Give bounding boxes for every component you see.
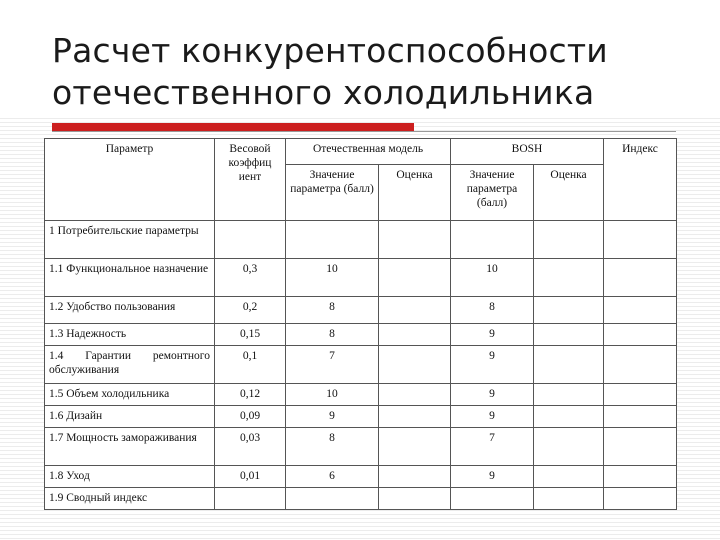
domestic-value-cell: 7 [286,346,379,384]
bosh-value-cell: 9 [451,384,534,406]
bosh-score-cell [534,221,604,259]
bosh-value-cell: 10 [451,259,534,297]
index-cell [604,488,677,510]
param-name: 1.3 Надежность [45,324,215,346]
bosh-score-cell [534,384,604,406]
param-name: 1.8 Уход [45,466,215,488]
domestic-value-cell: 8 [286,297,379,324]
domestic-value-cell [286,488,379,510]
header-bosh-score: Оценка [534,165,604,221]
page-title [52,30,692,114]
competitiveness-table [44,138,677,510]
index-cell [604,324,677,346]
bosh-score-cell [534,488,604,510]
index-cell [604,221,677,259]
bosh-score-cell [534,428,604,466]
bosh-value-cell [451,488,534,510]
param-name: 1.6 Дизайн [45,406,215,428]
param-name: 1 Потребительские параметры [45,221,215,259]
table-row [45,324,677,346]
bosh-score-cell [534,406,604,428]
table-row [45,428,677,466]
param-name: 1.4 Гарантии ремонтного обслуживания [45,346,215,384]
table-row [45,466,677,488]
param-name: 1.9 Сводный индекс [45,488,215,510]
weight-cell [215,221,286,259]
weight-cell: 0,03 [215,428,286,466]
header-domestic-value: Значение параметра (балл) [286,165,379,221]
bosh-score-cell [534,324,604,346]
weight-cell: 0,12 [215,384,286,406]
table-row [45,346,677,384]
header-domestic-score: Оценка [379,165,451,221]
param-name: 1.5 Объем холодильника [45,384,215,406]
param-name: 1.7 Мощность замораживания [45,428,215,466]
bosh-value-cell: 9 [451,324,534,346]
header-bosh-value: Значение параметра (балл) [451,165,534,221]
title-line-1: Расчет конкурентоспособности [52,31,608,70]
header-param: Параметр [45,139,215,221]
domestic-score-cell [379,488,451,510]
index-cell [604,406,677,428]
weight-cell [215,488,286,510]
bosh-value-cell: 9 [451,406,534,428]
table-row [45,221,677,259]
domestic-value-cell [286,221,379,259]
index-cell [604,384,677,406]
accent-bar [52,123,414,131]
bosh-value-cell [451,221,534,259]
weight-cell: 0,01 [215,466,286,488]
header-bosh: BOSH [451,139,604,165]
index-cell [604,466,677,488]
title-rule [52,131,676,132]
weight-cell: 0,1 [215,346,286,384]
domestic-value-cell: 6 [286,466,379,488]
index-cell [604,259,677,297]
weight-cell: 0,15 [215,324,286,346]
header-weight: Весовой коэффиц иент [215,139,286,221]
domestic-score-cell [379,384,451,406]
bosh-value-cell: 8 [451,297,534,324]
header-index: Индекс [604,139,677,221]
weight-cell: 0,3 [215,259,286,297]
domestic-value-cell: 8 [286,428,379,466]
bosh-score-cell [534,259,604,297]
index-cell [604,346,677,384]
domestic-score-cell [379,466,451,488]
domestic-score-cell [379,428,451,466]
table-row [45,406,677,428]
table-header-row [45,139,677,165]
table-row [45,297,677,324]
domestic-value-cell: 9 [286,406,379,428]
header-domestic-model: Отечественная модель [286,139,451,165]
bosh-value-cell: 9 [451,466,534,488]
bosh-value-cell: 9 [451,346,534,384]
table-row [45,488,677,510]
index-cell [604,297,677,324]
weight-cell: 0,09 [215,406,286,428]
bosh-score-cell [534,466,604,488]
domestic-score-cell [379,297,451,324]
weight-cell: 0,2 [215,297,286,324]
title-line-2: отечественного холодильника [52,73,595,112]
domestic-value-cell: 10 [286,259,379,297]
domestic-value-cell: 8 [286,324,379,346]
domestic-score-cell [379,324,451,346]
table-row [45,259,677,297]
domestic-score-cell [379,346,451,384]
bosh-value-cell: 7 [451,428,534,466]
domestic-score-cell [379,259,451,297]
bosh-score-cell [534,297,604,324]
bosh-score-cell [534,346,604,384]
param-name: 1.1 Функциональное назначение [45,259,215,297]
index-cell [604,428,677,466]
param-name: 1.2 Удобство пользования [45,297,215,324]
table-row [45,384,677,406]
domestic-value-cell: 10 [286,384,379,406]
domestic-score-cell [379,221,451,259]
domestic-score-cell [379,406,451,428]
